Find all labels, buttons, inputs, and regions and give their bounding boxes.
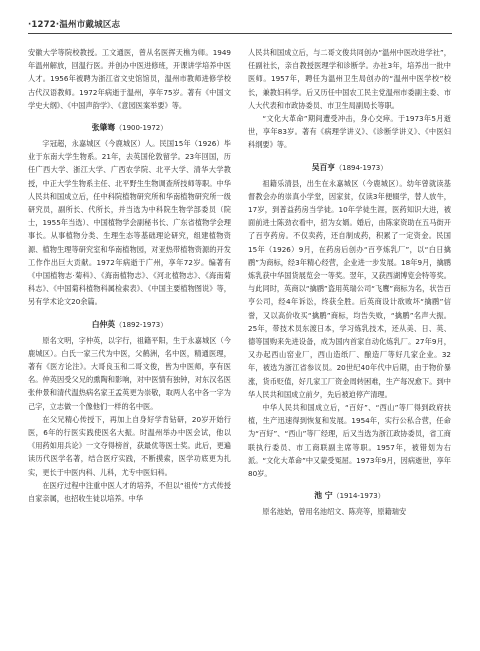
right-column xyxy=(248,46,451,519)
header-rule xyxy=(28,33,452,34)
bio-name: 池 宁 xyxy=(314,491,333,501)
bio-paragraph: 祖籍乐清县，出生在永嘉城区（今鹿城区）。幼年曾就读基督教会办的崇真小学堂，因家贫，仅读3年便辍学，替人放牛，17岁，到普益药房当学徒。10年学徒生涯，医药知识大进，被面前进士陈劲衣看中，招为女婿。婚后，由陈家资助在五马街开了百亨药房。不仅卖药，还自制成药，积累了一定资金。民国15年（1926）9月，在药房后创办“百亨炼乳厂”，以“白日擒鹛”为商标，经3年精心经营，企业进一步发展。18年9月，擒鹛炼乳获中华国货展览会一等奖。翌年，又获西湖博览会特等奖。与此同时，英商以“擒鹛”盗用英瑞公司“飞鹰”商标为名，状告百亨公司，经4年诉讼，终获全胜。后英商设计欲败坏“擒鹛”信誉，又以高价收买“擒鹛”商标，均告失败，“擒鹛”名声大振。25年，带技术员东渡日本，学习炼乳技术，还从美、日、英、德等国购来先进设备，成为国内首家自动化炼乳厂。27年9月，又办起西山窑业厂，西山造纸厂、酿造厂等好几家企业。32年，被选为浙江省参议员。20世纪40年代中后期，由于物价暴涨，货币贬值，好几家工厂资金周转困难，生产每况愈下。到中华人民共和国成立前夕，先后被迫停产清理。 xyxy=(248,178,451,399)
continued-paragraph: “文化大革命”期间遭受冲击，身心交瘁。于1973年5月逝世，享年83岁。著有《病理学讲义》、《诊断学讲义》、《中医妇科纲要》等。 xyxy=(248,114,451,150)
continued-paragraph: 安徽大学等院校教授。工文通医，曾从名医挥天樵为师。1949年温州解放，回温行医。并创办中医进修班，开课讲学培养中医人才。1956年被聘为浙江省文史馆馆员，温州市教师进修学校古代汉语教师。1972年病逝于温州，享年75岁。著有《中国文学史大纲》、《中国声韵学》、《意园医案举要》等。 xyxy=(28,48,231,110)
bio-name: 吴百亨 xyxy=(311,162,336,172)
bio-years: （1914-1973） xyxy=(332,492,385,501)
bio-paragraph: 中华人民共和国成立后，“百好”、“西山”等厂得到政府扶植，生产迅速得到恢复和发展。1954年，实行公私合营，任命为“百好”、“西山”等厂经理，后又当选为浙江政协委员，省工商联执行委员、市工商联副主席等职。1957年，被错划为右派。“文化大革命”中又蒙受冤屈。1973年9月，因病逝世，享年80岁。 xyxy=(248,403,451,479)
biography-heading xyxy=(28,122,231,134)
biography-heading xyxy=(28,319,231,331)
bio-paragraph: 在医疗过程中注重中医人才的培养，不但以“祖传”方式传授自家亲属，也招收生徒以培养。中华 xyxy=(28,480,231,504)
continued-paragraph: 人民共和国成立后，与二哥文俊共同创办“温州中医改进学社”，任副社长，亲自教授医理学和诊断学。办社3年，培养出一批中医师。1957年，聘任为温州卫生局创办的“温州中医学校”校长，兼教妇科学。后又历任中国农工民主党温州市委副主委、市人大代表和市政协委员、市卫生局副局长等职。 xyxy=(248,48,451,110)
bio-years: （1892-1973） xyxy=(115,320,168,329)
page-header: ·1272·温州市戴城区志 xyxy=(28,20,121,30)
bio-paragraph: 原名池始，曾用名池绍文、陈亮等，原籍瑞安 xyxy=(262,507,407,517)
biography-heading xyxy=(248,162,451,174)
bio-years: （1900-1972） xyxy=(115,124,168,133)
bio-paragraph: 字冠超，永嘉城区（今鹿城区）人。民国15年（1926）毕业于东南大学生物系。21年，去英国伦敦留学。23年回国，历任广西大学、浙江大学、广西农学院、北平大学、清华大学教授，中正大学生物系主任、北平野生生物调查所技师等职。中华人民共和国成立后，任中科院植物研究所和华南植物研究所一级研究员，副所长、代所长，并当选为中科院生物学部委员（院士，1955年当选）、中国植物学会副秘书长、广东省植物学会理事长。从事植物分类、生理生态等基础理论研究，组建植物资源、植物生理等研究室和华南植物园，对亚热带植物资源的开发工作作出巨大贡献。1972年病逝于广州，享年72岁。编著有《中国植物志·菊科》、《海南植物志》、《河北植物志》、《海南菊科志》、《中国菊科植物科属检索表》、《中国主要植物图说》等，另有学术论文20余篇。 xyxy=(28,139,231,307)
left-column xyxy=(28,46,231,505)
biography-heading xyxy=(248,490,451,502)
bio-years: （1894-1973） xyxy=(335,163,388,172)
bio-paragraph: 原名文明，字仲英，以字行，祖籍平阳，生于永嘉城区（今鹿城区）。白氏一家三代为中医，父鹤洲，名中医，精通医理，著有《医方论注》。大哥良玉和二哥文俊，皆为中医师，享有医名。仲英因受父兄的熏陶和影响，对中医情有独钟，对东汉名医张仲景和清代温热病名家王孟英更为崇敬，取两人名中各一字为己字，立志做一个像他们一样的名中医。 xyxy=(28,335,231,411)
bio-paragraph: 在父兄精心传授下，再加上自身好学肯钻研，20岁开始行医，6年的行医实践使医名大振。时温州举办中医会试，他以《用药如用兵论》一文夺得榜首，获最优等医士奖。此后，更遍读历代医学名著，结合医疗实践，不断摸索，医学功底更为扎实，更长于中医内科、儿科，尤专中医妇科。 xyxy=(28,414,231,477)
bio-name: 张肇骞 xyxy=(91,123,116,133)
bio-name: 白仲英 xyxy=(91,319,116,329)
